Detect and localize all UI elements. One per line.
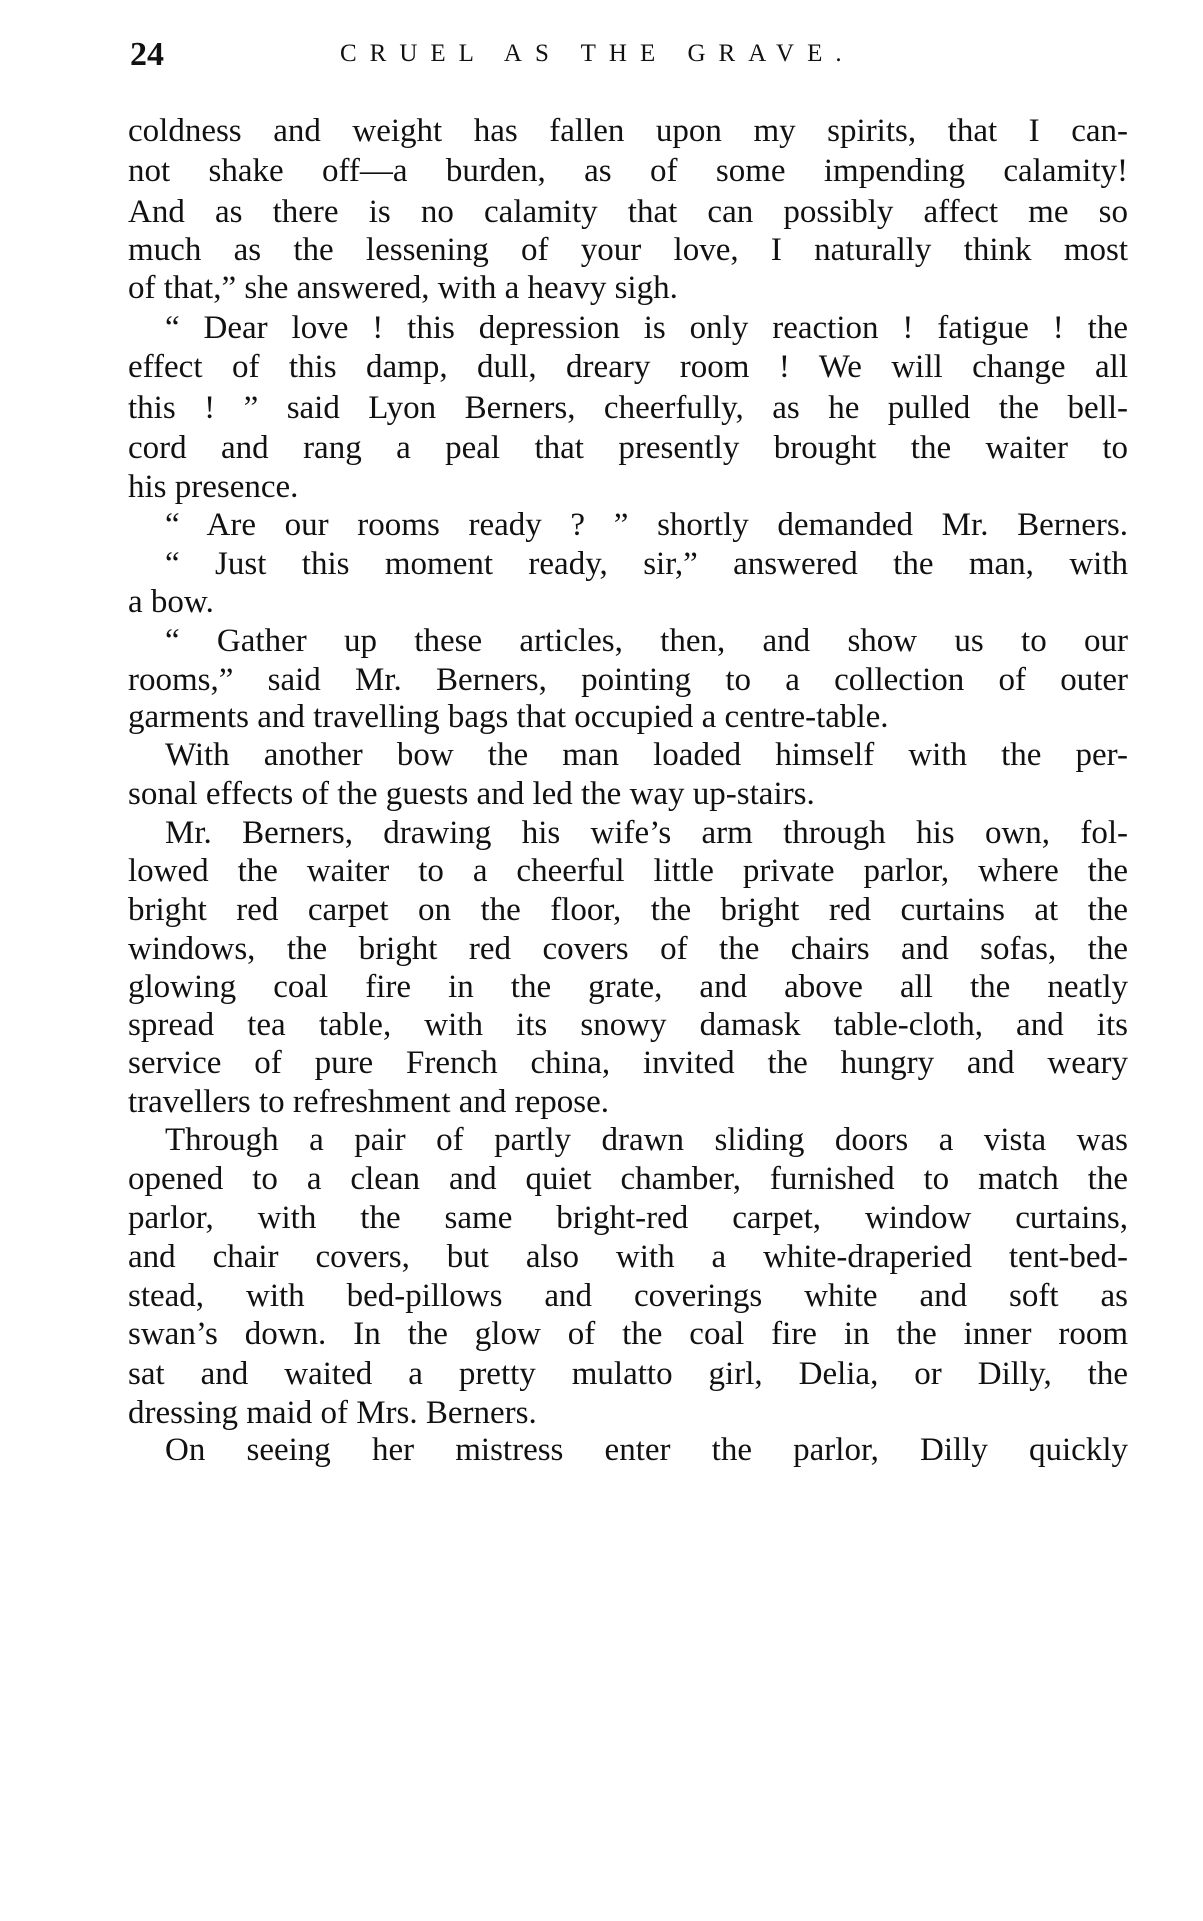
text-line: parlor, with the same bright-red carpet, window curtains,	[128, 1200, 1128, 1236]
text-line: cord and rang a peal that presently brought the waiter to	[128, 430, 1128, 466]
text-line: “ Are our rooms ready ? ” shortly demanded Mr. Berners.	[165, 507, 1128, 543]
text-line: glowing coal fire in the grate, and above all the neatly	[128, 969, 1128, 1005]
text-line: effect of this damp, dull, dreary room ! We will change all	[128, 349, 1128, 385]
text-line: “ Just this moment ready, sir,” answered the man, with	[165, 546, 1128, 582]
text-line: much as the lessening of your love, I naturally think most	[128, 232, 1128, 268]
text-line: lowed the waiter to a cheerful little private parlor, where the	[128, 853, 1128, 889]
text-line: Through a pair of partly drawn sliding doors a vista was	[165, 1122, 1128, 1158]
text-line: garments and travelling bags that occupied a centre-table.	[128, 699, 889, 735]
text-line: and chair covers, but also with a white-draperied tent-bed-	[128, 1239, 1128, 1275]
text-line: swan’s down. In the glow of the coal fire in the inner room	[128, 1316, 1128, 1352]
text-line: his presence.	[128, 469, 299, 505]
text-line: travellers to refreshment and repose.	[128, 1084, 610, 1120]
text-line: service of pure French china, invited the hungry and weary	[128, 1045, 1128, 1081]
text-line: dressing maid of Mrs. Berners.	[128, 1395, 537, 1431]
text-line: sat and waited a pretty mulatto girl, Delia, or Dilly, the	[128, 1356, 1128, 1392]
text-line: On seeing her mistress enter the parlor, Dilly quickly	[165, 1432, 1128, 1468]
text-line: rooms,” said Mr. Berners, pointing to a collection of outer	[128, 662, 1128, 698]
text-line: coldness and weight has fallen upon my spirits, that I can-	[128, 113, 1128, 149]
text-line: a bow.	[128, 584, 214, 620]
text-line: “ Dear love ! this depression is only reaction ! fatigue ! the	[165, 310, 1128, 346]
text-line: “ Gather up these articles, then, and show us to our	[165, 623, 1128, 659]
text-line: of that,” she answered, with a heavy sigh.	[128, 270, 678, 306]
text-line: With another bow the man loaded himself with the per-	[165, 737, 1128, 773]
text-line: this ! ” said Lyon Berners, cheerfully, as he pulled the bell-	[128, 390, 1128, 426]
text-line: not shake off—a burden, as of some impending calamity!	[128, 153, 1128, 189]
text-line: And as there is no calamity that can possibly affect me so	[128, 194, 1128, 230]
text-line: stead, with bed-pillows and coverings white and soft as	[128, 1278, 1128, 1314]
text-line: bright red carpet on the floor, the bright red curtains at the	[128, 892, 1128, 928]
page-number: 24	[130, 36, 164, 73]
text-line: spread tea table, with its snowy damask table-cloth, and its	[128, 1007, 1128, 1043]
page-header	[130, 36, 1130, 80]
running-title: CRUEL AS THE GRAVE.	[340, 40, 855, 67]
text-line: opened to a clean and quiet chamber, furnished to match the	[128, 1161, 1128, 1197]
text-line: windows, the bright red covers of the chairs and sofas, the	[128, 931, 1128, 967]
text-line: Mr. Berners, drawing his wife’s arm through his own, fol-	[165, 815, 1128, 851]
text-line: sonal effects of the guests and led the way up-stairs.	[128, 776, 815, 812]
